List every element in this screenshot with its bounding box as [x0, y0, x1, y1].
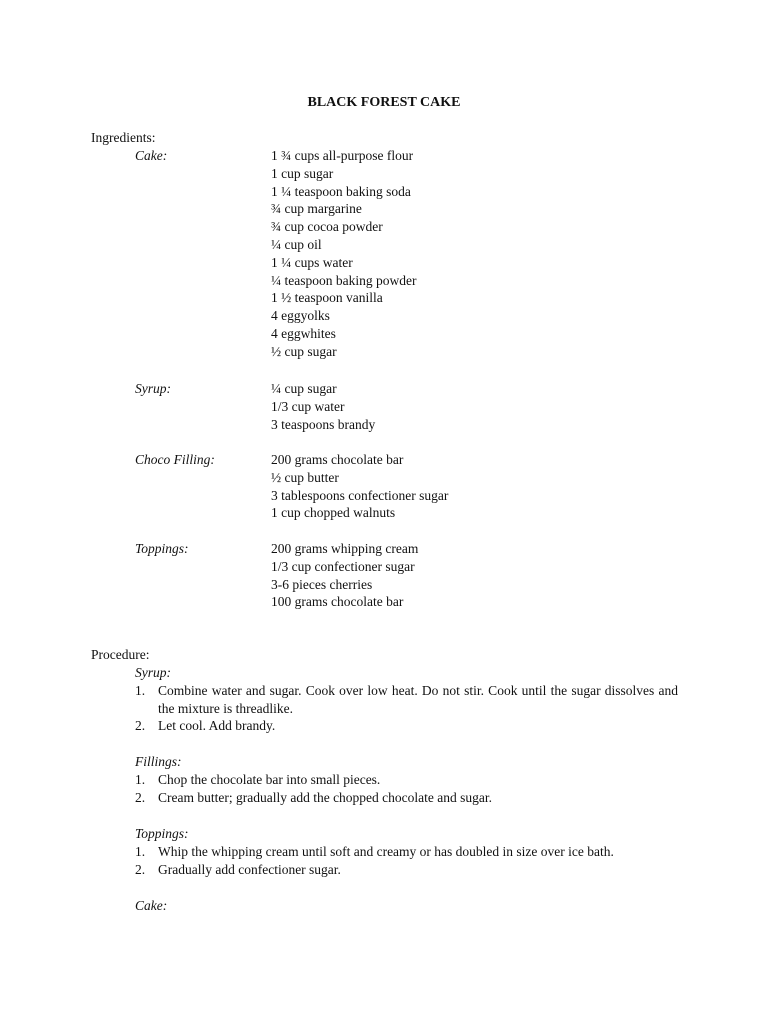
step-number: 2.	[135, 861, 146, 877]
ingredient-item: 200 grams chocolate bar	[271, 452, 404, 467]
step-number: 2.	[135, 789, 146, 805]
ingredient-group-label: Toppings:	[135, 541, 189, 556]
step-text: Cream butter; gradually add the chopped chocolate and sugar.	[158, 789, 493, 805]
procedure-step	[135, 771, 678, 789]
ingredient-group-label: Cake:	[135, 148, 168, 163]
ingredient-item: ¾ cup cocoa powder	[271, 219, 383, 235]
procedure-steps	[135, 843, 678, 879]
ingredient-item: 1 ¼ cups water	[271, 254, 353, 270]
procedure-section-heading: Fillings:	[135, 754, 182, 769]
document-title: BLACK FOREST CAKE	[307, 95, 461, 110]
ingredient-item: 1 ¼ teaspoon baking soda	[271, 183, 411, 199]
ingredient-item: 100 grams chocolate bar	[271, 594, 404, 610]
step-text: Whip the whipping cream until soft and creamy or has doubled in size over ice bath.	[158, 843, 614, 859]
ingredient-item: 1/3 cup water	[271, 398, 345, 414]
ingredient-item: 1 ½ teaspoon vanilla	[271, 290, 383, 306]
step-text: Combine water and sugar. Cook over low heat. Do not stir. Cook until the sugar dissolves and the mixture is threadlike.	[158, 682, 678, 716]
procedure-steps	[135, 682, 678, 735]
procedure-steps	[135, 771, 678, 807]
ingredient-item: ¾ cup margarine	[271, 201, 362, 217]
ingredient-list	[271, 451, 448, 522]
ingredient-item: 3 tablespoons confectioner sugar	[271, 487, 449, 503]
step-number: 2.	[135, 718, 146, 734]
ingredient-list	[271, 380, 375, 433]
ingredient-item: ¼ cup oil	[271, 236, 322, 252]
procedure-section-heading: Cake:	[135, 898, 168, 913]
step-text: Let cool. Add brandy.	[158, 718, 276, 734]
ingredient-item: 4 eggwhites	[271, 325, 336, 341]
procedure-step	[135, 682, 678, 718]
ingredient-group-label: Choco Filling:	[135, 452, 215, 467]
ingredient-item: ½ cup butter	[271, 469, 339, 485]
procedure-step	[135, 861, 678, 879]
ingredient-group-label: Syrup:	[135, 381, 171, 396]
ingredients-heading: Ingredients:	[91, 130, 156, 145]
procedure-step	[135, 717, 678, 735]
procedure-heading: Procedure:	[91, 647, 150, 662]
procedure-step	[135, 789, 678, 807]
step-number: 1.	[135, 843, 146, 859]
ingredient-item: 1 cup chopped walnuts	[271, 505, 396, 521]
ingredient-list	[271, 147, 416, 361]
ingredient-item: 1 cup sugar	[271, 165, 334, 181]
procedure-section-heading: Syrup:	[135, 665, 171, 680]
step-number: 1.	[135, 771, 146, 787]
ingredient-item: 3-6 pieces cherries	[271, 576, 373, 592]
ingredient-item: ½ cup sugar	[271, 343, 337, 359]
ingredient-list	[271, 540, 418, 611]
ingredient-item: 3 teaspoons brandy	[271, 416, 376, 432]
ingredient-item: 1/3 cup confectioner sugar	[271, 558, 415, 574]
ingredient-item: 200 grams whipping cream	[271, 541, 419, 556]
procedure-section-heading: Toppings:	[135, 826, 189, 841]
step-number: 1.	[135, 682, 146, 698]
ingredient-item: ¼ cup sugar	[271, 381, 337, 396]
ingredient-item: ¼ teaspoon baking powder	[271, 272, 417, 288]
ingredient-item: 4 eggyolks	[271, 308, 330, 324]
procedure-step	[135, 843, 678, 861]
ingredient-item: 1 ¾ cups all-purpose flour	[271, 148, 414, 163]
step-text: Chop the chocolate bar into small pieces.	[158, 771, 381, 787]
step-text: Gradually add confectioner sugar.	[158, 861, 341, 877]
